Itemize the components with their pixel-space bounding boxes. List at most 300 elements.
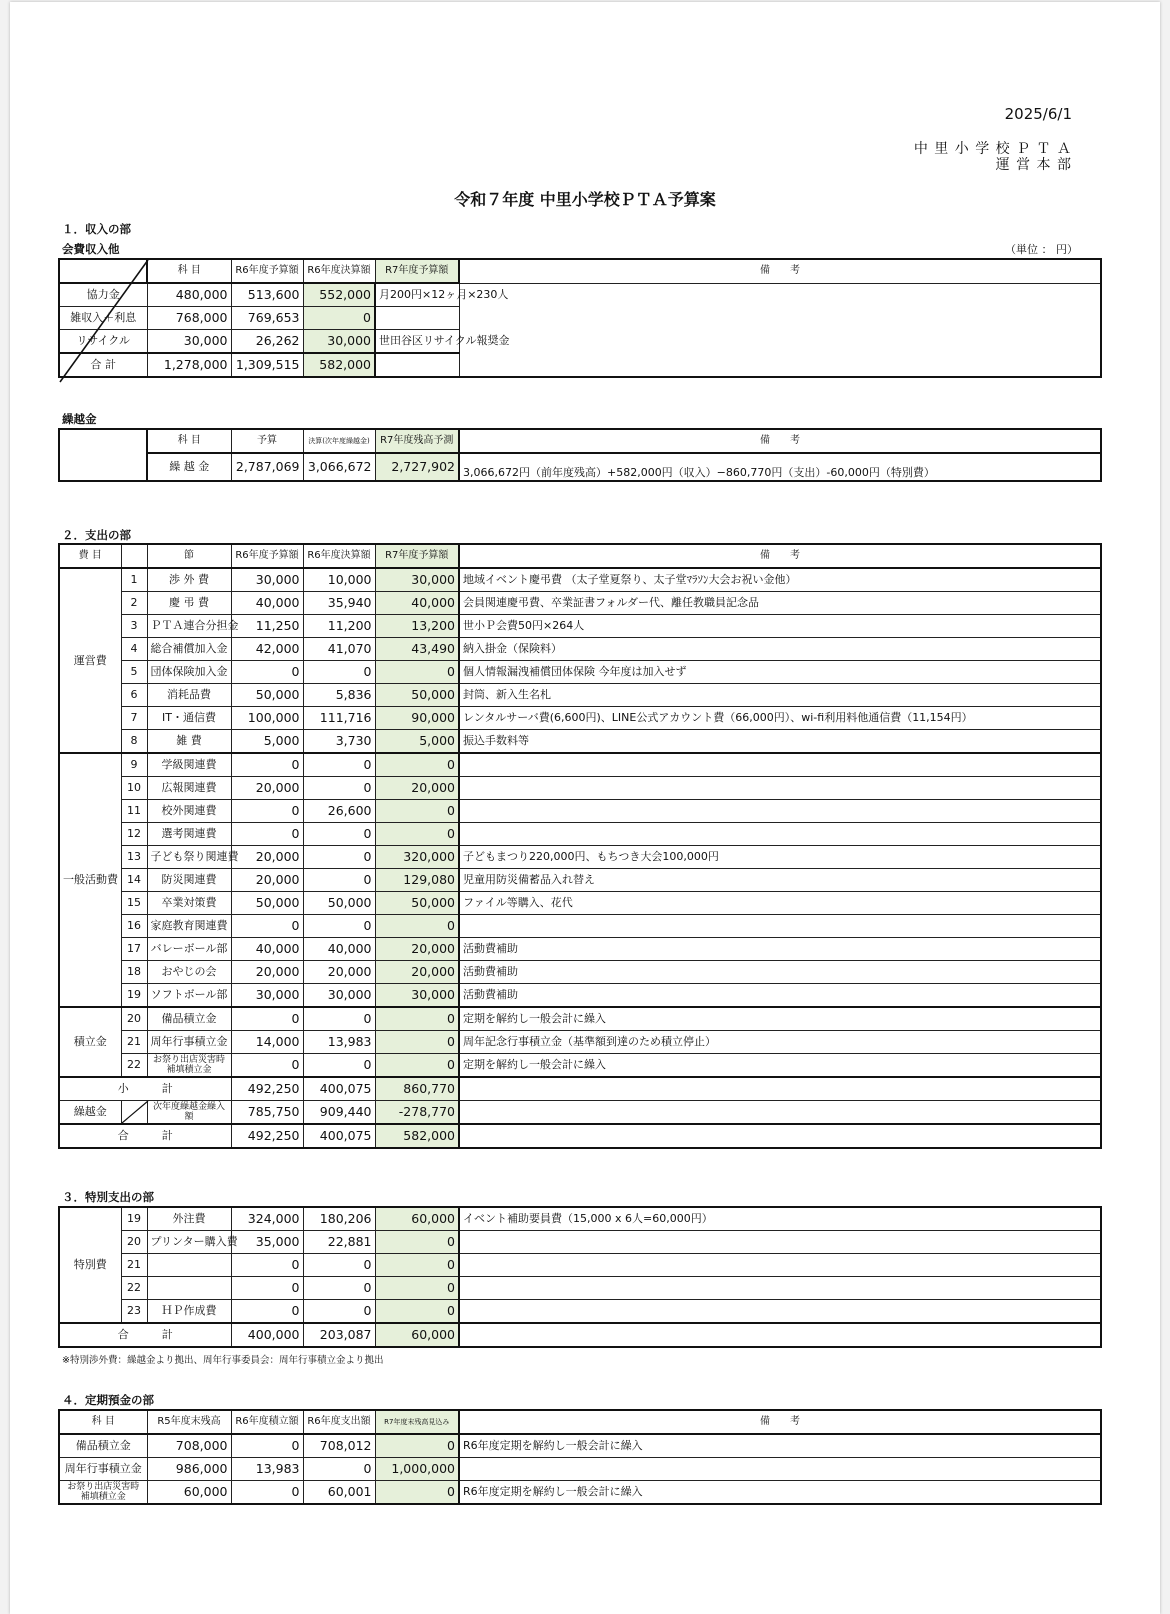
expense-r6-settle: 20,000 (303, 961, 375, 984)
col-no (121, 544, 147, 568)
expense-total-r6-settle: 400,075 (303, 1124, 375, 1148)
special-r6-budget: 324,000 (231, 1207, 303, 1231)
expense-r6-settle: 26,600 (303, 800, 375, 823)
carry-forecast: 2,727,902 (375, 453, 459, 481)
col-item: 科 目 (59, 1410, 147, 1434)
expense-note: 活動費補助 (459, 984, 1101, 1008)
special-note: イベント補助要員費（15,000 x 6人=60,000円） (459, 1207, 1101, 1231)
expense-no: 3 (121, 615, 147, 638)
expense-note: 定期を解約し一般会計に繰入 (459, 1054, 1101, 1078)
table-row (59, 1458, 1101, 1481)
col-r6-settle: R6年度決算額 (303, 259, 375, 283)
special-r7-budget: 0 (375, 1277, 459, 1300)
col-r6-settle: R6年度決算額 (303, 544, 375, 568)
deposit-r6-expense: 0 (303, 1458, 375, 1481)
deposit-r6-expense: 60,001 (303, 1481, 375, 1505)
diagonal-cell (59, 259, 147, 283)
table-row (59, 1254, 1101, 1277)
carry-table (58, 428, 1102, 482)
expense-group-label: 運営費 (59, 568, 121, 753)
expense-r7-budget: 20,000 (375, 777, 459, 800)
expense-item: 消耗品費 (147, 684, 231, 707)
deposit-r7-forecast: 0 (375, 1481, 459, 1505)
special-r6-budget: 0 (231, 1277, 303, 1300)
carryover-item: 次年度繰越金繰入額 (147, 1101, 231, 1125)
subtotal-label: 小 計 (59, 1077, 231, 1101)
expense-r6-settle: 50,000 (303, 892, 375, 915)
org-name: 中 里 小 学 校 Ｐ Ｔ Ａ (913, 141, 1072, 157)
income-header-row (59, 259, 1101, 283)
income-r7-budget: 552,000 (303, 283, 375, 307)
table-row (59, 1277, 1101, 1300)
expense-r7-budget: 0 (375, 1054, 459, 1078)
table-row (59, 823, 1101, 846)
expense-note: 個人情報漏洩補償団体保険 今年度は加入せず (459, 661, 1101, 684)
col-r7-budget: R7年度予算額 (375, 259, 459, 283)
col-r6-expense: R6年度支出額 (303, 1410, 375, 1434)
expense-note: 定期を解約し一般会計に繰入 (459, 1007, 1101, 1031)
carryover-row (59, 1101, 1101, 1125)
expense-no: 22 (121, 1054, 147, 1078)
deposit-table (58, 1409, 1102, 1505)
carry-settle: 3,066,672 (303, 453, 375, 481)
expense-item: 学級関連費 (147, 753, 231, 777)
table-row (59, 753, 1101, 777)
expense-r6-budget: 50,000 (231, 684, 303, 707)
expense-note: 納入掛金（保険料） (459, 638, 1101, 661)
deposit-r7-forecast: 1,000,000 (375, 1458, 459, 1481)
expense-item: 総合補償加入金 (147, 638, 231, 661)
table-row (59, 984, 1101, 1008)
expense-item: 防災関連費 (147, 869, 231, 892)
special-r6-settle: 0 (303, 1277, 375, 1300)
expense-r6-settle: 11,200 (303, 615, 375, 638)
carryover-r6-budget: 785,750 (231, 1101, 303, 1125)
income-r7-budget: 0 (303, 307, 375, 330)
carry-header-row (59, 429, 1101, 453)
expense-total-note (459, 1124, 1101, 1148)
deposit-note (459, 1458, 1101, 1481)
expense-r6-budget: 11,250 (231, 615, 303, 638)
expense-section-title: ２．支出の部 (62, 528, 131, 542)
col-r6-deposit: R6年度積立額 (231, 1410, 303, 1434)
expense-r6-budget: 50,000 (231, 892, 303, 915)
table-row (59, 915, 1101, 938)
table-row (59, 638, 1101, 661)
deposit-note: R6年度定期を解約し一般会計に繰入 (459, 1481, 1101, 1505)
subtotal-r7-budget: 860,770 (375, 1077, 459, 1101)
carryover-group-label: 繰越金 (59, 1101, 121, 1125)
special-total-r7-budget: 60,000 (375, 1323, 459, 1347)
table-row (59, 283, 1101, 307)
expense-item: 備品積立金 (147, 1007, 231, 1031)
expense-no: 14 (121, 869, 147, 892)
income-item: 協力金 (59, 283, 147, 307)
deposit-item: 周年行事積立金 (59, 1458, 147, 1481)
expense-group-label: 一般活動費 (59, 753, 121, 1007)
deposit-r5-balance: 986,000 (147, 1458, 231, 1481)
col-item: 節 (147, 544, 231, 568)
special-r6-settle: 0 (303, 1254, 375, 1277)
carryover-r7-budget: -278,770 (375, 1101, 459, 1125)
expense-no: 7 (121, 707, 147, 730)
expense-r7-budget: 30,000 (375, 984, 459, 1008)
expense-r7-budget: 43,490 (375, 638, 459, 661)
income-total-note (375, 353, 459, 377)
org-department: 運 営 本 部 (995, 157, 1072, 173)
table-row (59, 777, 1101, 800)
col-r6-budget: R6年度予算額 (231, 259, 303, 283)
expense-no: 11 (121, 800, 147, 823)
income-item: 雑収入＋利息 (59, 307, 147, 330)
deposit-note: R6年度定期を解約し一般会計に繰入 (459, 1434, 1101, 1458)
income-total-r6-budget: 1,278,000 (147, 353, 231, 377)
special-note (459, 1231, 1101, 1254)
special-r6-budget: 35,000 (231, 1231, 303, 1254)
expense-no: 17 (121, 938, 147, 961)
special-footnote: ※特別渉外費：繰越金より拠出、周年行事委員会：周年行事積立金より拠出 (62, 1355, 384, 1366)
subtotal-note (459, 1077, 1101, 1101)
expense-r7-budget: 0 (375, 1031, 459, 1054)
special-no: 22 (121, 1277, 147, 1300)
income-r7-budget: 30,000 (303, 330, 375, 354)
expense-total-r6-budget: 492,250 (231, 1124, 303, 1148)
expense-no: 18 (121, 961, 147, 984)
expense-r6-budget: 5,000 (231, 730, 303, 754)
expense-r6-budget: 14,000 (231, 1031, 303, 1054)
unit-label: （単位 ： 円） (1005, 243, 1078, 256)
expense-r6-budget: 40,000 (231, 938, 303, 961)
special-r6-settle: 0 (303, 1300, 375, 1324)
col-note: 備 考 (459, 429, 1101, 453)
expense-item: ＰＴＡ連合分担金 (147, 615, 231, 638)
special-r7-budget: 0 (375, 1231, 459, 1254)
table-row (59, 1434, 1101, 1458)
expense-item: 選考関連費 (147, 823, 231, 846)
expense-r6-budget: 30,000 (231, 984, 303, 1008)
special-total-note (459, 1323, 1101, 1347)
expense-item: おやじの会 (147, 961, 231, 984)
expense-note: 活動費補助 (459, 938, 1101, 961)
expense-r6-settle: 0 (303, 846, 375, 869)
expense-r7-budget: 129,080 (375, 869, 459, 892)
expense-no: 2 (121, 592, 147, 615)
expense-r6-settle: 0 (303, 823, 375, 846)
table-row (59, 592, 1101, 615)
income-table (58, 258, 1102, 378)
expense-r6-budget: 0 (231, 800, 303, 823)
expense-item: 雑 費 (147, 730, 231, 754)
expense-item: お祭り出店災害時補填積立金 (147, 1054, 231, 1078)
expense-r6-settle: 0 (303, 1007, 375, 1031)
expense-r7-budget: 20,000 (375, 961, 459, 984)
expense-r7-budget: 0 (375, 800, 459, 823)
expense-r6-settle: 0 (303, 661, 375, 684)
expense-r6-budget: 0 (231, 915, 303, 938)
special-note (459, 1254, 1101, 1277)
expense-no: 13 (121, 846, 147, 869)
special-item (147, 1277, 231, 1300)
expense-note (459, 777, 1101, 800)
expense-r7-budget: 5,000 (375, 730, 459, 754)
expense-item: 周年行事積立金 (147, 1031, 231, 1054)
expense-no: 9 (121, 753, 147, 777)
special-r6-budget: 0 (231, 1254, 303, 1277)
expense-r6-budget: 0 (231, 753, 303, 777)
expense-r6-budget: 20,000 (231, 869, 303, 892)
special-r7-budget: 0 (375, 1254, 459, 1277)
expense-item: 渉 外 費 (147, 568, 231, 592)
expense-note: ファイル等購入、花代 (459, 892, 1101, 915)
special-total-row (59, 1323, 1101, 1347)
table-row (59, 730, 1101, 754)
table-row (59, 846, 1101, 869)
col-item: 科 目 (147, 429, 231, 453)
carry-item: 繰 越 金 (147, 453, 231, 481)
expense-r6-settle: 0 (303, 869, 375, 892)
deposit-r5-balance: 60,000 (147, 1481, 231, 1505)
blank-cell (59, 429, 147, 481)
income-section-title: １．収入の部 (62, 222, 131, 236)
special-item: ＨＰ作成費 (147, 1300, 231, 1324)
income-total-label: 合 計 (59, 353, 147, 377)
carry-subtitle: 繰越金 (62, 412, 97, 426)
income-r6-budget: 30,000 (147, 330, 231, 354)
expense-r6-settle: 0 (303, 777, 375, 800)
expense-item: ソフトボール部 (147, 984, 231, 1008)
deposit-item: お祭り出店災害時補填積立金 (59, 1481, 147, 1505)
expense-note (459, 753, 1101, 777)
income-total-row (59, 353, 1101, 377)
special-r7-budget: 0 (375, 1300, 459, 1324)
special-no: 19 (121, 1207, 147, 1231)
col-note: 備 考 (459, 1410, 1101, 1434)
expense-r7-budget: 20,000 (375, 938, 459, 961)
special-section-title: ３．特別支出の部 (62, 1190, 154, 1204)
expense-item: 慶 弔 費 (147, 592, 231, 615)
income-total-r6-settle: 1,309,515 (231, 353, 303, 377)
expense-item: 団体保険加入金 (147, 661, 231, 684)
col-settle: 決算(次年度繰越金) (303, 429, 375, 453)
expense-note: 振込手数料等 (459, 730, 1101, 754)
special-no: 21 (121, 1254, 147, 1277)
expense-r6-settle: 0 (303, 1054, 375, 1078)
expense-item: 校外関連費 (147, 800, 231, 823)
special-no: 23 (121, 1300, 147, 1324)
expense-r7-budget: 0 (375, 823, 459, 846)
special-no: 20 (121, 1231, 147, 1254)
table-row (59, 961, 1101, 984)
col-forecast: R7年度残高予測 (375, 429, 459, 453)
expense-r7-budget: 320,000 (375, 846, 459, 869)
expense-r6-budget: 0 (231, 1054, 303, 1078)
income-item: リサイクル (59, 330, 147, 354)
deposit-item: 備品積立金 (59, 1434, 147, 1458)
table-row (59, 1054, 1101, 1078)
income-r6-settle: 26,262 (231, 330, 303, 354)
carry-row (59, 453, 1101, 481)
table-row (59, 1300, 1101, 1324)
expense-group-label: 積立金 (59, 1007, 121, 1077)
expense-item: バレーボール部 (147, 938, 231, 961)
expense-r6-budget: 0 (231, 1007, 303, 1031)
subtotal-r6-settle: 400,075 (303, 1077, 375, 1101)
expense-total-label: 合 計 (59, 1124, 231, 1148)
special-total-label: 合 計 (59, 1323, 231, 1347)
expense-no: 6 (121, 684, 147, 707)
expense-item: 広報関連費 (147, 777, 231, 800)
carryover-r6-settle: 909,440 (303, 1101, 375, 1125)
expense-r7-budget: 90,000 (375, 707, 459, 730)
income-r6-budget: 768,000 (147, 307, 231, 330)
expense-note: レンタルサーバ費(6,600円)、LINE公式アカウント費（66,000円）、wi-fi利用料他通信費（11,154円） (459, 707, 1101, 730)
carryover-note (459, 1101, 1101, 1125)
expense-item: 子ども祭り関連費 (147, 846, 231, 869)
expense-r7-budget: 0 (375, 753, 459, 777)
deposit-r6-deposit: 0 (231, 1434, 303, 1458)
special-note (459, 1300, 1101, 1324)
expense-note: 子どもまつり220,000円、もちつき大会100,000円 (459, 846, 1101, 869)
document-page (10, 2, 1160, 1614)
col-budget: 予算 (231, 429, 303, 453)
subtotal-r6-budget: 492,250 (231, 1077, 303, 1101)
expense-no: 19 (121, 984, 147, 1008)
deposit-section-title: ４．定期預金の部 (62, 1393, 154, 1407)
table-row (59, 684, 1101, 707)
special-r6-settle: 22,881 (303, 1231, 375, 1254)
page-title: 令和７年度 中里小学校ＰＴＡ予算案 (454, 190, 716, 209)
document-date: 2025/6/1 (1004, 105, 1072, 123)
carry-note: 3,066,672円（前年度残高）+582,000円（収入）−860,770円（支出）-60,000円（特別費） (459, 453, 1101, 481)
expense-no: 16 (121, 915, 147, 938)
expense-r6-settle: 3,730 (303, 730, 375, 754)
expense-no: 21 (121, 1031, 147, 1054)
col-item: 科 目 (147, 259, 231, 283)
special-item (147, 1254, 231, 1277)
col-category: 費 目 (59, 544, 121, 568)
table-row (59, 1007, 1101, 1031)
col-r7-budget: R7年度予算額 (375, 544, 459, 568)
expense-table (58, 543, 1102, 1149)
col-r7-forecast: R7年度末残高見込み (375, 1410, 459, 1434)
col-note: 備 考 (459, 544, 1101, 568)
expense-r6-budget: 0 (231, 661, 303, 684)
expense-r7-budget: 40,000 (375, 592, 459, 615)
table-row (59, 568, 1101, 592)
expense-r6-budget: 100,000 (231, 707, 303, 730)
special-total-r6-budget: 400,000 (231, 1323, 303, 1347)
expense-r6-budget: 30,000 (231, 568, 303, 592)
expense-r7-budget: 0 (375, 661, 459, 684)
deposit-r6-deposit: 13,983 (231, 1458, 303, 1481)
subtotal-row (59, 1077, 1101, 1101)
expense-note: 世小Ｐ会費50円×264人 (459, 615, 1101, 638)
special-item: 外注費 (147, 1207, 231, 1231)
expense-no: 5 (121, 661, 147, 684)
expense-item: IT・通信費 (147, 707, 231, 730)
table-row (59, 869, 1101, 892)
expense-header-row (59, 544, 1101, 568)
expense-r6-settle: 30,000 (303, 984, 375, 1008)
table-row (59, 661, 1101, 684)
table-row (59, 938, 1101, 961)
expense-r6-settle: 13,983 (303, 1031, 375, 1054)
deposit-r5-balance: 708,000 (147, 1434, 231, 1458)
special-note (459, 1277, 1101, 1300)
income-r6-settle: 513,600 (231, 283, 303, 307)
expense-note (459, 800, 1101, 823)
special-item: プリンター購入費 (147, 1231, 231, 1254)
deposit-r7-forecast: 0 (375, 1434, 459, 1458)
expense-r6-settle: 41,070 (303, 638, 375, 661)
expense-no: 20 (121, 1007, 147, 1031)
expense-no: 8 (121, 730, 147, 754)
income-total-r7-budget: 582,000 (303, 353, 375, 377)
expense-r6-settle: 35,940 (303, 592, 375, 615)
income-r6-settle: 769,653 (231, 307, 303, 330)
expense-note: 児童用防災備蓄品入れ替え (459, 869, 1101, 892)
expense-r6-settle: 5,836 (303, 684, 375, 707)
expense-r7-budget: 30,000 (375, 568, 459, 592)
expense-note: 会員関連慶弔費、卒業証書フォルダー代、離任教職員記念品 (459, 592, 1101, 615)
table-row (59, 1481, 1101, 1505)
income-note: 世田谷区リサイクル報奨金 (375, 330, 459, 354)
expense-r7-budget: 13,200 (375, 615, 459, 638)
expense-r6-settle: 10,000 (303, 568, 375, 592)
income-subtitle: 会費収入他 (62, 242, 120, 256)
expense-r6-budget: 20,000 (231, 846, 303, 869)
expense-no: 12 (121, 823, 147, 846)
expense-r6-budget: 20,000 (231, 961, 303, 984)
expense-r7-budget: 50,000 (375, 892, 459, 915)
expense-r6-budget: 20,000 (231, 777, 303, 800)
table-row (59, 892, 1101, 915)
income-note: 月200円×12ヶ月×230人 (375, 283, 459, 307)
special-total-r6-settle: 203,087 (303, 1323, 375, 1347)
col-r5-balance: R5年度末残高 (147, 1410, 231, 1434)
expense-r6-budget: 42,000 (231, 638, 303, 661)
expense-r6-budget: 0 (231, 823, 303, 846)
expense-r7-budget: 50,000 (375, 684, 459, 707)
expense-total-r7-budget: 582,000 (375, 1124, 459, 1148)
special-group-label: 特別費 (59, 1207, 121, 1323)
expense-note: 封筒、新入生名札 (459, 684, 1101, 707)
expense-note (459, 915, 1101, 938)
income-r6-budget: 480,000 (147, 283, 231, 307)
expense-no: 1 (121, 568, 147, 592)
expense-no: 15 (121, 892, 147, 915)
expense-item: 家庭教育関連費 (147, 915, 231, 938)
deposit-header-row (59, 1410, 1101, 1434)
table-row (59, 1231, 1101, 1254)
diagonal-cell (121, 1101, 147, 1125)
expense-note: 周年記念行事積立金（基準額到達のため積立停止） (459, 1031, 1101, 1054)
expense-r6-settle: 0 (303, 753, 375, 777)
expense-r7-budget: 0 (375, 915, 459, 938)
expense-total-row (59, 1124, 1101, 1148)
special-r7-budget: 60,000 (375, 1207, 459, 1231)
table-row (59, 1031, 1101, 1054)
col-note: 備 考 (459, 259, 1101, 283)
income-note (375, 307, 459, 330)
expense-no: 10 (121, 777, 147, 800)
special-table (58, 1206, 1102, 1348)
expense-note: 地域イベント慶弔費 （太子堂夏祭り、太子堂ﾏﾗｿﾝ大会お祝い金他） (459, 568, 1101, 592)
table-row (59, 1207, 1101, 1231)
expense-r6-settle: 0 (303, 915, 375, 938)
expense-r6-settle: 111,716 (303, 707, 375, 730)
expense-r7-budget: 0 (375, 1007, 459, 1031)
